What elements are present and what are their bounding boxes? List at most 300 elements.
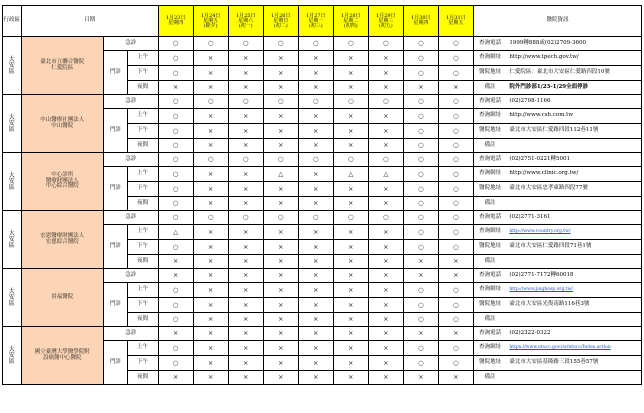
- status-mark: ○: [438, 182, 473, 197]
- hospital-name-cell: [21, 211, 103, 269]
- status-mark: ○: [263, 95, 298, 109]
- status-mark: ×: [333, 269, 368, 283]
- period-label-morning: 上午: [127, 283, 158, 298]
- status-mark: ○: [158, 109, 193, 124]
- status-mark: ×: [193, 66, 228, 81]
- status-mark: ×: [403, 81, 438, 95]
- district-cell: [3, 153, 22, 211]
- status-mark: ○: [403, 95, 438, 109]
- info-label: 醫院地址: [473, 298, 506, 313]
- district-char: 大: [8, 287, 15, 295]
- info-header: [473, 6, 641, 37]
- status-mark: ×: [193, 341, 228, 356]
- status-mark: ×: [298, 225, 333, 240]
- status-mark: ×: [438, 81, 473, 95]
- status-mark: ○: [193, 37, 228, 51]
- info-label: 備註: [473, 197, 506, 211]
- status-mark: ×: [333, 283, 368, 298]
- status-mark: ○: [438, 109, 473, 124]
- district-char: 安: [8, 61, 15, 69]
- info-label: 查詢網址: [473, 283, 506, 298]
- status-mark: ×: [298, 255, 333, 269]
- status-mark: ×: [298, 51, 333, 66]
- status-mark: ×: [228, 225, 263, 240]
- district-char: 大: [8, 229, 15, 237]
- status-mark: ×: [228, 109, 263, 124]
- status-mark: ×: [193, 298, 228, 313]
- status-mark: ×: [333, 255, 368, 269]
- emergency-label: 急診: [103, 153, 158, 167]
- date-label: 1月28日: [341, 12, 361, 19]
- status-mark: ×: [368, 240, 403, 255]
- status-mark: ×: [333, 341, 368, 356]
- status-mark: ×: [228, 197, 263, 211]
- status-mark: ○: [158, 211, 193, 225]
- info-label: 醫院地址: [473, 124, 506, 139]
- status-mark: ○: [438, 167, 473, 182]
- date-header-6: [333, 6, 368, 37]
- status-mark: ○: [403, 283, 438, 298]
- status-mark: ×: [193, 109, 228, 124]
- status-mark: ×: [403, 255, 438, 269]
- district-char: 大: [8, 171, 15, 179]
- status-mark: ○: [403, 182, 438, 197]
- hospital-block-row: [3, 269, 642, 283]
- hospital-name: 宏恩醫療財團法人: [40, 233, 85, 239]
- emergency-label: 急診: [103, 95, 158, 109]
- status-mark: ×: [368, 109, 403, 124]
- status-mark: ×: [333, 139, 368, 153]
- status-mark: ×: [298, 182, 333, 197]
- status-mark: ×: [298, 283, 333, 298]
- info-header-label: 醫院資訊: [546, 17, 569, 24]
- status-mark: ×: [333, 124, 368, 139]
- date-header-4: [263, 6, 298, 37]
- weekday-label: 星期五: [203, 17, 219, 24]
- status-mark: ×: [298, 269, 333, 283]
- status-mark: ○: [298, 95, 333, 109]
- status-mark: ×: [228, 124, 263, 139]
- header-row: [3, 6, 642, 37]
- status-mark: ×: [263, 313, 298, 327]
- hospital-name-cell: [21, 153, 103, 211]
- status-mark: ×: [263, 139, 298, 153]
- info-value[interactable]: http://www.jinghosp.org.tw/: [506, 283, 641, 298]
- status-mark: ×: [228, 66, 263, 81]
- status-mark: ○: [158, 313, 193, 327]
- status-mark: ×: [368, 313, 403, 327]
- status-mark: ×: [263, 66, 298, 81]
- status-mark: ○: [368, 153, 403, 167]
- schedule-table: [2, 5, 642, 385]
- status-mark: ×: [333, 225, 368, 240]
- status-mark: ×: [368, 139, 403, 153]
- info-label: 查詢電話: [473, 327, 506, 341]
- holiday-note: (初四): [343, 22, 358, 29]
- period-label-evening: 夜間: [127, 371, 158, 385]
- status-mark: △: [263, 167, 298, 182]
- status-mark: ×: [228, 81, 263, 95]
- hospital-name-cell: [21, 95, 103, 153]
- outpatient-label: 門診: [103, 51, 127, 95]
- status-mark: ×: [228, 182, 263, 197]
- hospital-name: 國立臺灣大學醫學院附: [34, 349, 90, 355]
- emergency-label: 急診: [103, 211, 158, 225]
- status-mark: ×: [333, 313, 368, 327]
- info-label: 查詢電話: [473, 95, 506, 109]
- date-header-3: [228, 6, 263, 37]
- status-mark: ○: [403, 313, 438, 327]
- hospital-name: 景福醫院: [51, 293, 74, 300]
- district-cell: [3, 211, 22, 269]
- status-mark: ×: [368, 269, 403, 283]
- status-mark: ×: [298, 139, 333, 153]
- date-label: 1月29日: [376, 12, 396, 19]
- status-mark: ×: [368, 283, 403, 298]
- info-label: 醫院地址: [473, 356, 506, 371]
- status-mark: ○: [228, 95, 263, 109]
- info-value: (02)2771-3161: [506, 211, 641, 225]
- status-mark: ○: [438, 341, 473, 356]
- status-mark: ×: [368, 225, 403, 240]
- info-value: 臺北市大安區仁愛路四段71巷1號: [506, 240, 641, 255]
- hospital-name: 仁愛院區: [51, 64, 74, 71]
- status-mark: ○: [368, 37, 403, 51]
- status-mark: ○: [403, 225, 438, 240]
- status-mark: ○: [158, 124, 193, 139]
- status-mark: ○: [333, 95, 368, 109]
- status-mark: ○: [333, 37, 368, 51]
- status-mark: ×: [228, 255, 263, 269]
- status-mark: ○: [158, 37, 193, 51]
- status-mark: ×: [193, 225, 228, 240]
- status-mark: ○: [158, 66, 193, 81]
- status-mark: ○: [403, 109, 438, 124]
- outpatient-label: 門診: [103, 341, 127, 385]
- info-label: 備註: [473, 255, 506, 269]
- status-mark: ○: [438, 283, 473, 298]
- status-mark: ○: [438, 95, 473, 109]
- info-value: 臺北市大安區仁愛路四段112巷11號: [506, 124, 641, 139]
- status-mark: ×: [298, 371, 333, 385]
- status-mark: ×: [263, 327, 298, 341]
- district-cell: [3, 327, 22, 385]
- status-mark: ×: [263, 81, 298, 95]
- status-mark: ○: [158, 298, 193, 313]
- status-mark: ○: [368, 95, 403, 109]
- status-mark: ×: [263, 371, 298, 385]
- info-value: 臺北市大安區基隆路三段155巷57號: [506, 356, 641, 371]
- status-mark: ×: [298, 298, 333, 313]
- status-mark: ×: [368, 356, 403, 371]
- status-mark: ×: [228, 327, 263, 341]
- status-mark: ×: [368, 124, 403, 139]
- status-mark: ×: [263, 197, 298, 211]
- date-label: 1月31日: [446, 15, 466, 21]
- hospital-name-cell: [21, 37, 103, 95]
- period-label-morning: 上午: [127, 109, 158, 124]
- hospital-name: 中山醫療社團法人: [40, 117, 85, 123]
- info-label: 查詢網址: [473, 341, 506, 356]
- info-label: 備註: [473, 81, 506, 95]
- period-label-evening: 夜間: [127, 197, 158, 211]
- emergency-label: 急診: [103, 269, 158, 283]
- status-mark: ×: [368, 182, 403, 197]
- holiday-note: (初三): [308, 22, 323, 29]
- status-mark: ○: [438, 225, 473, 240]
- info-value[interactable]: http://www.country.org.tw/: [506, 225, 641, 240]
- status-mark: ×: [333, 240, 368, 255]
- district-char: 安: [8, 351, 15, 359]
- status-mark: ○: [403, 153, 438, 167]
- status-mark: ×: [193, 167, 228, 182]
- info-value: 1999轉888或(02)2709-3600: [506, 37, 641, 51]
- status-mark: ×: [228, 341, 263, 356]
- district-cell: [3, 37, 22, 95]
- status-mark: ○: [228, 211, 263, 225]
- info-label: 醫院地址: [473, 182, 506, 197]
- info-label: 查詢電話: [473, 269, 506, 283]
- district-char: 安: [8, 235, 15, 243]
- info-label: 查詢網址: [473, 51, 506, 66]
- status-mark: ×: [263, 109, 298, 124]
- status-mark: ×: [298, 109, 333, 124]
- status-mark: ×: [228, 371, 263, 385]
- status-mark: ×: [368, 371, 403, 385]
- status-mark: ○: [403, 37, 438, 51]
- date-header-2: [193, 6, 228, 37]
- date-label: 1月24日: [200, 12, 221, 19]
- period-label-morning: 上午: [127, 167, 158, 182]
- status-mark: ○: [403, 341, 438, 356]
- info-label: 醫院地址: [473, 240, 506, 255]
- status-mark: ×: [298, 356, 333, 371]
- info-value: 臺北市大安區忠孝東路四段77號: [506, 182, 641, 197]
- period-label-afternoon: 下午: [127, 298, 158, 313]
- status-mark: ×: [263, 341, 298, 356]
- status-mark: ×: [333, 327, 368, 341]
- status-mark: ×: [263, 240, 298, 255]
- district-char: 安: [8, 293, 15, 301]
- holiday-note: (除夕): [203, 22, 218, 29]
- status-mark: ×: [298, 66, 333, 81]
- info-value: [506, 371, 641, 385]
- district-char: 區: [8, 241, 15, 249]
- status-mark: ×: [158, 255, 193, 269]
- status-mark: ×: [438, 255, 473, 269]
- info-label: 查詢網址: [473, 109, 506, 124]
- status-mark: ×: [228, 51, 263, 66]
- status-mark: ○: [403, 240, 438, 255]
- status-mark: ×: [193, 327, 228, 341]
- status-mark: ×: [333, 298, 368, 313]
- info-value: http://www.tpech.gov.tw/: [506, 51, 641, 66]
- info-value[interactable]: https://www.ntucc.gov.tw/ntucc/Index.action: [506, 341, 641, 356]
- status-mark: ×: [193, 240, 228, 255]
- date-header-9: [438, 6, 473, 37]
- status-mark: ×: [298, 313, 333, 327]
- status-mark: ×: [228, 167, 263, 182]
- district-char: 大: [8, 55, 15, 63]
- weekday-label: 星期五: [448, 20, 464, 26]
- status-mark: ×: [333, 81, 368, 95]
- hospital-block-row: [3, 37, 642, 51]
- status-mark: ×: [333, 182, 368, 197]
- info-label: 醫院地址: [473, 66, 506, 81]
- status-mark: ○: [333, 153, 368, 167]
- status-mark: ○: [158, 283, 193, 298]
- status-mark: ×: [263, 225, 298, 240]
- status-mark: ×: [368, 298, 403, 313]
- info-value: http://www.clinic.org.tw/: [506, 167, 641, 182]
- weekday-label: 星期一: [308, 17, 324, 24]
- status-mark: ×: [298, 81, 333, 95]
- status-mark: ×: [158, 269, 193, 283]
- status-mark: ×: [403, 269, 438, 283]
- schedule-sheet: [2, 5, 642, 385]
- status-mark: ○: [193, 95, 228, 109]
- status-mark: ○: [158, 240, 193, 255]
- status-mark: ×: [368, 255, 403, 269]
- status-mark: ○: [403, 51, 438, 66]
- status-mark: ×: [333, 109, 368, 124]
- period-label-evening: 夜間: [127, 313, 158, 327]
- status-mark: ○: [403, 66, 438, 81]
- day-header: [21, 6, 158, 37]
- status-mark: ×: [438, 327, 473, 341]
- info-value: [506, 197, 641, 211]
- status-mark: ○: [438, 313, 473, 327]
- status-mark: ○: [438, 298, 473, 313]
- hospital-name: 臺北市立聯合醫院: [40, 59, 85, 65]
- status-mark: ×: [333, 356, 368, 371]
- status-mark: ○: [228, 153, 263, 167]
- status-mark: ×: [228, 240, 263, 255]
- status-mark: ×: [333, 66, 368, 81]
- info-label: 備註: [473, 371, 506, 385]
- district-char: 區: [8, 125, 15, 133]
- info-value: http://www.csh.com.tw: [506, 109, 641, 124]
- status-mark: ○: [438, 66, 473, 81]
- status-mark: ○: [438, 356, 473, 371]
- status-mark: ○: [298, 153, 333, 167]
- period-label-evening: 夜間: [127, 81, 158, 95]
- schedule-body: [3, 37, 642, 385]
- weekday-label: 星期四: [168, 20, 184, 26]
- status-mark: ×: [193, 356, 228, 371]
- status-mark: ×: [368, 197, 403, 211]
- hospital-block-row: [3, 211, 642, 225]
- status-mark: ○: [403, 356, 438, 371]
- info-value: (02)2751-0221轉5001: [506, 153, 641, 167]
- status-mark: ×: [193, 197, 228, 211]
- hospital-name: 中山醫院: [51, 122, 74, 129]
- status-mark: ×: [158, 371, 193, 385]
- status-mark: ○: [263, 211, 298, 225]
- status-mark: ×: [228, 269, 263, 283]
- status-mark: ×: [298, 124, 333, 139]
- emergency-label: 急診: [103, 37, 158, 51]
- period-label-morning: 上午: [127, 225, 158, 240]
- period-label-evening: 夜間: [127, 139, 158, 153]
- status-mark: ○: [158, 95, 193, 109]
- status-mark: ○: [158, 51, 193, 66]
- status-mark: ○: [403, 139, 438, 153]
- outpatient-label: 門診: [103, 283, 127, 327]
- hospital-name: 宏恩綜合醫院: [45, 238, 79, 245]
- status-mark: ×: [263, 269, 298, 283]
- status-mark: ×: [158, 81, 193, 95]
- status-mark: ○: [333, 211, 368, 225]
- status-mark: ○: [403, 197, 438, 211]
- district-char: 安: [8, 119, 15, 127]
- status-mark: ×: [228, 139, 263, 153]
- period-label-afternoon: 下午: [127, 356, 158, 371]
- hospital-block-row: [3, 327, 642, 341]
- date-header-8: [403, 6, 438, 37]
- status-mark: ×: [298, 327, 333, 341]
- status-mark: ○: [403, 124, 438, 139]
- date-label: 1月26日: [270, 12, 291, 19]
- status-mark: ×: [193, 313, 228, 327]
- status-mark: ×: [193, 269, 228, 283]
- status-mark: ×: [298, 197, 333, 211]
- date-label: 1月30日: [411, 15, 431, 21]
- status-mark: ○: [298, 37, 333, 51]
- period-label-afternoon: 下午: [127, 182, 158, 197]
- status-mark: ○: [403, 298, 438, 313]
- status-mark: ○: [438, 197, 473, 211]
- holiday-note: (初二): [273, 22, 288, 29]
- status-mark: ×: [403, 371, 438, 385]
- hospital-name-cell: [21, 269, 103, 327]
- status-mark: ○: [368, 211, 403, 225]
- status-mark: ×: [403, 327, 438, 341]
- info-value: [506, 139, 641, 153]
- date-header-7: [368, 6, 403, 37]
- weekday-label: 星期六: [238, 17, 254, 24]
- status-mark: ○: [158, 356, 193, 371]
- district-char: 區: [8, 357, 15, 365]
- hospital-block-row: [3, 153, 642, 167]
- status-mark: ×: [438, 269, 473, 283]
- info-label: 查詢電話: [473, 153, 506, 167]
- period-label-afternoon: 下午: [127, 66, 158, 81]
- status-mark: ○: [193, 153, 228, 167]
- status-mark: ×: [298, 341, 333, 356]
- weekday-label: 星期四: [413, 20, 429, 26]
- status-mark: ×: [158, 327, 193, 341]
- hospital-name: 中心診所: [51, 172, 74, 179]
- hospital-name: 設癌醫中心醫院: [43, 354, 82, 361]
- status-mark: ○: [158, 139, 193, 153]
- status-mark: ×: [263, 255, 298, 269]
- outpatient-label: 門診: [103, 225, 127, 269]
- district-header: [3, 6, 22, 37]
- status-mark: ×: [263, 124, 298, 139]
- district-char: 區: [8, 67, 15, 75]
- status-mark: ×: [263, 356, 298, 371]
- district-char: 區: [8, 299, 15, 307]
- status-mark: ○: [158, 197, 193, 211]
- info-value: 仁愛院區：臺北市大安區仁愛路四段10號: [506, 66, 641, 81]
- hospital-name: 中心綜合醫院: [45, 183, 79, 190]
- status-mark: ×: [368, 66, 403, 81]
- status-mark: ○: [193, 211, 228, 225]
- hospital-name-cell: [21, 327, 103, 385]
- status-mark: ×: [228, 283, 263, 298]
- status-mark: ○: [438, 139, 473, 153]
